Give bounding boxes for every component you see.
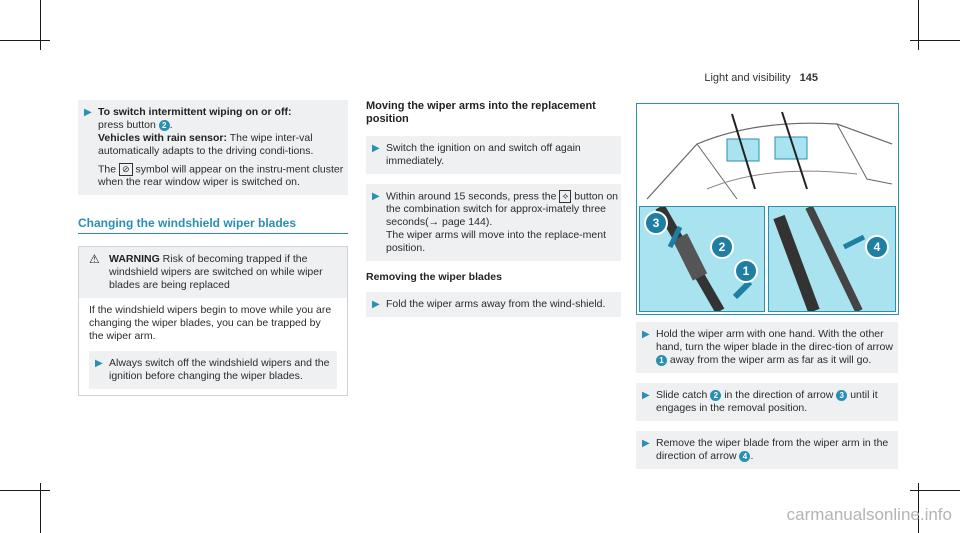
- step-text: The ⊘ symbol will appear on the instru-ment cluster when the rear window wiper is switched on.: [98, 163, 344, 189]
- step-arrow-icon: ▶: [95, 358, 103, 370]
- section-heading: Changing the windshield wiper blades: [78, 217, 348, 234]
- step: ▶ Slide catch 2 in the direction of arrow 3 until it engages in the removal position.: [636, 383, 898, 421]
- step-arrow-icon: ▶: [642, 329, 650, 340]
- warning-label: WARNING: [109, 253, 160, 266]
- step-text: Vehicles with rain sensor: The wipe inter-val automatically adapts to the driving condi-tions.: [98, 132, 314, 157]
- step: [366, 136, 621, 174]
- page-number: 145: [799, 72, 818, 84]
- step-title: To switch intermittent wiping on or off:: [98, 106, 292, 118]
- step: ▶ Hold the wiper arm with one hand. With the other hand, turn the wiper blade in the direc-tion of arrow 1 away from the wiper arm as far as it will go.: [636, 322, 898, 373]
- warning-header: [79, 247, 347, 298]
- step-arrow-icon: ▶: [372, 191, 380, 202]
- step-text: The wiper arms will move into the replace-ment position.: [386, 229, 606, 255]
- section-heading: Moving the wiper arms into the replacement position: [366, 100, 596, 125]
- crop-mark: [0, 490, 50, 491]
- watermark: carmanualsonline.info: [786, 505, 952, 524]
- step: [366, 184, 621, 261]
- step-arrow-icon: ▶: [372, 299, 380, 311]
- detail-panel-left: [639, 206, 765, 312]
- callout-2: 2: [710, 235, 734, 259]
- wiper-symbol-icon: ⟡: [559, 190, 571, 203]
- warning-step: [89, 351, 337, 389]
- step-intermittent: [78, 100, 348, 195]
- step: [366, 292, 621, 317]
- step-text: Fold the wiper arms away from the wind-shield.: [386, 298, 606, 311]
- step-text: Within around 15 seconds, press the ⟡ button on the combination switch for approx-imately three seconds(→ page 144).: [386, 190, 619, 229]
- warning-box: [78, 246, 348, 396]
- warning-body-text: If the windshield wipers begin to move while you are changing the wiper blades, you can be trapped by the wiper arm.: [89, 304, 332, 343]
- step: ▶ Remove the wiper blade from the wiper arm in the direction of arrow 4 .: [636, 431, 898, 469]
- step-arrow-icon: ▶: [372, 143, 380, 154]
- car-windshield-drawing: [637, 104, 898, 204]
- crop-mark: [40, 0, 41, 50]
- callout-1: 1: [656, 355, 667, 366]
- step-text: press button 2 .: [98, 119, 173, 131]
- left-column: [78, 100, 348, 396]
- right-column: [636, 322, 898, 479]
- subheading: Removing the wiper blades: [366, 271, 502, 284]
- detail-panel-right: [768, 206, 896, 312]
- wiper-arm-drawing: [769, 207, 895, 311]
- callout-2: 2: [710, 390, 721, 401]
- crop-mark: [0, 40, 50, 41]
- warning-icon: ⚠: [89, 252, 100, 267]
- crop-mark: [918, 0, 919, 50]
- warning-step-text: Always switch off the windshield wipers and the ignition before changing the wiper blades.: [109, 357, 330, 383]
- page-header: [704, 72, 818, 84]
- step-arrow-icon: ▶: [642, 390, 650, 401]
- callout-2: 2: [159, 120, 170, 131]
- callout-4: 4: [865, 235, 889, 259]
- callout-4: 4: [739, 451, 750, 462]
- wiper-illustration: [636, 103, 899, 315]
- crop-mark: [910, 490, 960, 491]
- step-arrow-icon: ▶: [642, 438, 650, 449]
- crop-mark: [910, 40, 960, 41]
- step-arrow-icon: ▶: [84, 107, 92, 118]
- section-title: Light and visibility: [704, 72, 791, 84]
- callout-3: 3: [644, 211, 668, 235]
- step-text: Switch the ignition on and switch off again immediately.: [386, 142, 581, 167]
- warning-body: [79, 298, 347, 395]
- callout-3: 3: [836, 390, 847, 401]
- callout-1: 1: [734, 259, 758, 283]
- middle-column: [366, 100, 621, 327]
- rear-wiper-icon: ⊘: [119, 163, 133, 176]
- warning-text: Risk of becoming trapped if the windshield wipers are switched on while wiper blades are being replaced: [109, 253, 323, 292]
